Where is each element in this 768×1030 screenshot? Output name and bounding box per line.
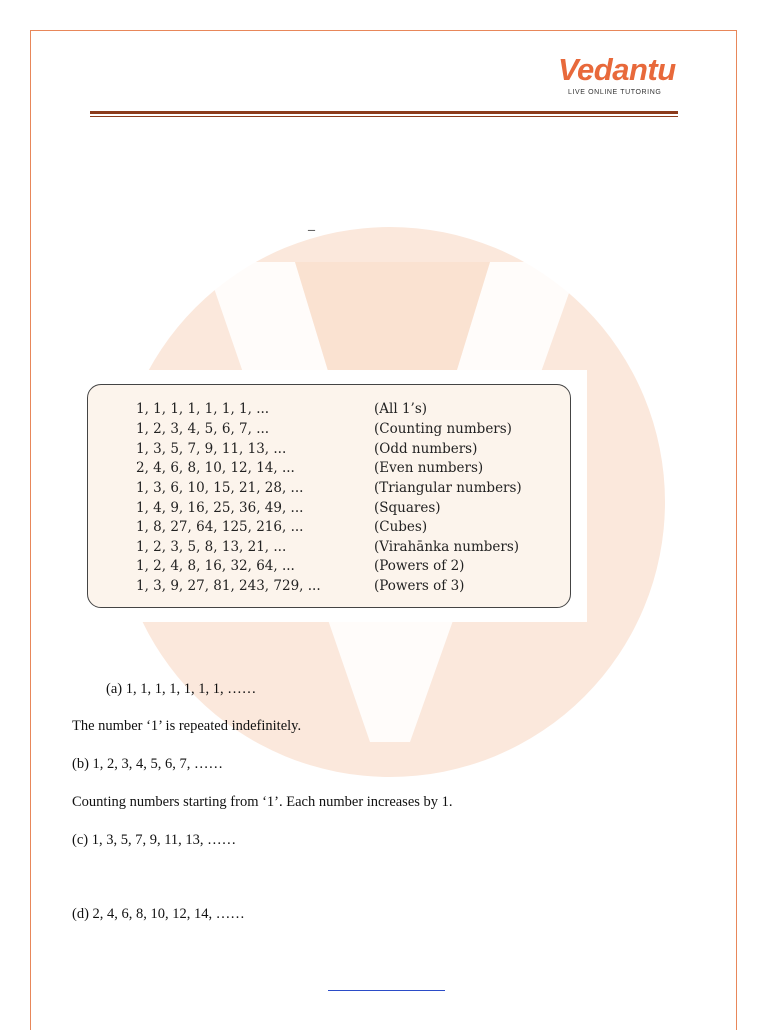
- pattern-name: (Squares): [374, 500, 441, 516]
- item-d-heading: (d) 2, 4, 6, 8, 10, 12, 14, ……: [72, 906, 245, 922]
- pattern-sequence: 1, 2, 3, 5, 8, 13, 21, ...: [136, 539, 287, 555]
- vedantu-logo: [558, 52, 678, 100]
- pattern-sequence: 1, 2, 4, 8, 16, 32, 64, ...: [136, 558, 295, 574]
- pattern-sequence: 1, 1, 1, 1, 1, 1, 1, ...: [136, 401, 270, 417]
- pattern-row: [88, 480, 570, 500]
- pattern-name: (Powers of 3): [374, 578, 465, 594]
- pattern-sequence: 1, 2, 3, 4, 5, 6, 7, ...: [136, 421, 270, 437]
- pattern-name: (Virahānka numbers): [374, 539, 520, 555]
- item-c-heading: (c) 1, 3, 5, 7, 9, 11, 13, ……: [72, 832, 237, 848]
- pattern-row: [88, 558, 570, 578]
- pattern-row: [88, 578, 570, 598]
- pattern-name: (All 1’s): [374, 401, 428, 417]
- header-rule: [90, 111, 678, 114]
- header-rule-thin: [90, 116, 678, 117]
- pattern-row: [88, 500, 570, 520]
- item-b-text: Counting numbers starting from ‘1’. Each number increases by 1.: [72, 794, 453, 810]
- pattern-name: (Even numbers): [374, 460, 484, 476]
- pattern-name: (Powers of 2): [374, 558, 465, 574]
- pattern-row: [88, 441, 570, 461]
- pattern-row: [88, 421, 570, 441]
- item-b-heading: (b) 1, 2, 3, 4, 5, 6, 7, ……: [72, 756, 224, 772]
- pattern-row: [88, 539, 570, 559]
- pattern-row: [88, 401, 570, 421]
- pattern-row: [88, 460, 570, 480]
- number-patterns-box: [87, 384, 571, 608]
- footer-link-underline[interactable]: [328, 990, 445, 991]
- pattern-row: [88, 519, 570, 539]
- logo-wordmark: Vedantu: [558, 52, 676, 87]
- logo-tagline: LIVE ONLINE TUTORING: [568, 89, 662, 96]
- pattern-sequence: 1, 3, 5, 7, 9, 11, 13, ...: [136, 441, 287, 457]
- pattern-name: (Triangular numbers): [374, 480, 522, 496]
- pattern-name: (Counting numbers): [374, 421, 512, 437]
- item-a-heading: (a) 1, 1, 1, 1, 1, 1, 1, ……: [106, 681, 257, 697]
- pattern-sequence: 1, 3, 9, 27, 81, 243, 729, ...: [136, 578, 321, 594]
- pattern-sequence: 1, 8, 27, 64, 125, 216, ...: [136, 519, 304, 535]
- dash-mark: _: [308, 218, 315, 233]
- pattern-sequence: 1, 3, 6, 10, 15, 21, 28, ...: [136, 480, 304, 496]
- number-patterns-figure: [75, 370, 587, 622]
- pattern-name: (Cubes): [374, 519, 428, 535]
- item-a-text: The number ‘1’ is repeated indefinitely.: [72, 718, 302, 734]
- pattern-sequence: 1, 4, 9, 16, 25, 36, 49, ...: [136, 500, 304, 516]
- pattern-sequence: 2, 4, 6, 8, 10, 12, 14, ...: [136, 460, 295, 476]
- pattern-name: (Odd numbers): [374, 441, 478, 457]
